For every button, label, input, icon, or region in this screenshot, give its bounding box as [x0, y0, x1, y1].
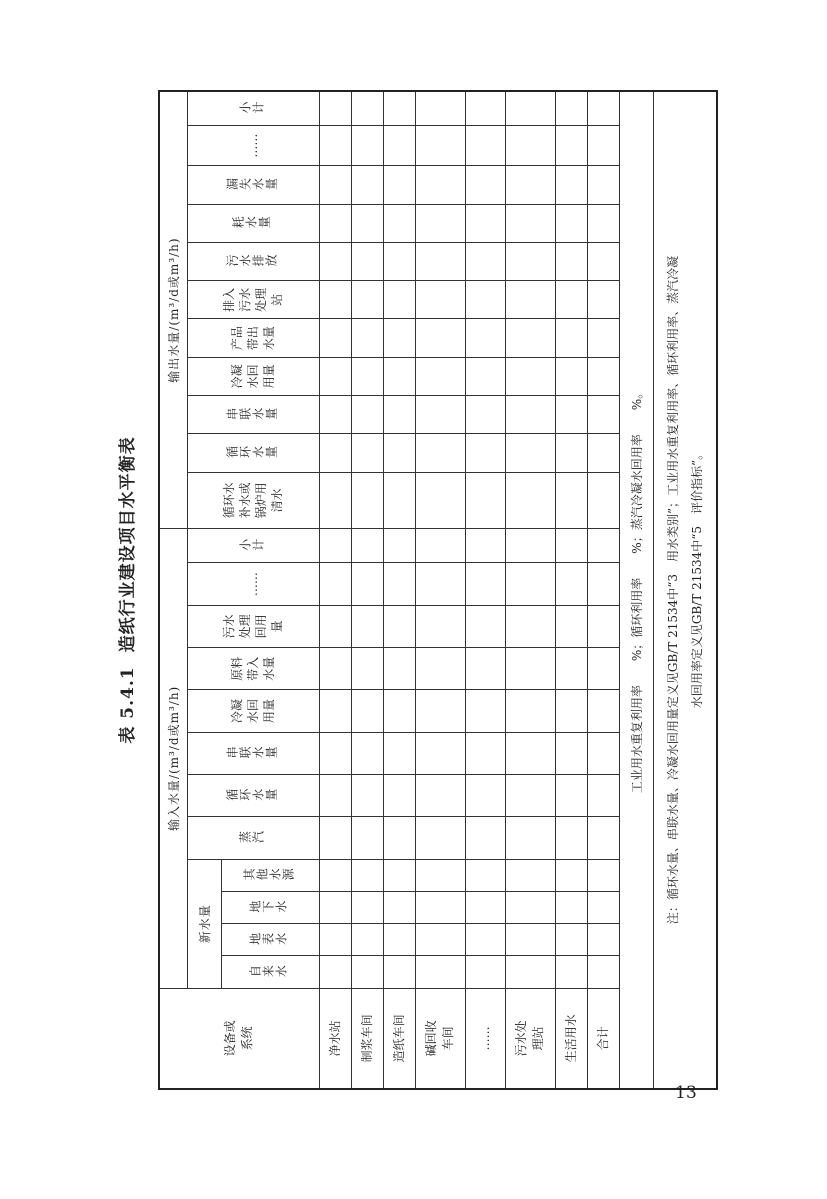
empty-cell	[383, 281, 415, 319]
output-col-header: 小计	[187, 91, 319, 125]
output-col-header: 污水排放	[187, 242, 319, 280]
empty-cell	[505, 281, 555, 319]
note-line: 水回用率定义见GB/T 21534中“5 评价指标”。	[689, 447, 704, 709]
empty-cell	[415, 817, 465, 859]
empty-cell	[505, 434, 555, 472]
row-label: 造纸车间	[383, 988, 415, 1089]
empty-cell	[351, 775, 383, 817]
empty-cell	[505, 605, 555, 647]
water-balance-table	[158, 90, 718, 1090]
empty-cell	[465, 357, 505, 395]
empty-cell	[505, 817, 555, 859]
empty-cell	[555, 434, 587, 472]
empty-cell	[505, 319, 555, 357]
empty-cell	[505, 166, 555, 204]
empty-cell	[383, 434, 415, 472]
empty-cell	[555, 775, 587, 817]
note-row	[653, 91, 717, 1089]
empty-cell	[351, 817, 383, 859]
table-row	[555, 91, 587, 1089]
empty-cell	[415, 732, 465, 774]
empty-cell	[505, 242, 555, 280]
empty-cell	[465, 605, 505, 647]
empty-cell	[351, 648, 383, 690]
empty-cell	[465, 732, 505, 774]
empty-cell	[555, 357, 587, 395]
row-label: 净水站	[319, 988, 351, 1089]
empty-cell	[415, 204, 465, 242]
empty-cell	[383, 396, 415, 434]
empty-cell	[505, 775, 555, 817]
table-note	[653, 91, 717, 1089]
empty-cell	[351, 242, 383, 280]
empty-cell	[555, 817, 587, 859]
empty-cell	[465, 690, 505, 732]
row-label: 污水处 理站	[505, 988, 555, 1089]
empty-cell	[319, 817, 351, 859]
input-water-header: 输入水量/(m³/d或m³/h)	[159, 529, 187, 989]
empty-cell	[555, 281, 587, 319]
empty-cell	[415, 563, 465, 605]
empty-cell	[351, 91, 383, 125]
empty-cell	[465, 396, 505, 434]
empty-cell	[587, 357, 619, 395]
empty-cell	[587, 775, 619, 817]
output-col-header: 循环水量	[187, 434, 319, 472]
table-row	[587, 91, 619, 1089]
empty-cell	[555, 396, 587, 434]
rotated-page-content	[110, 90, 730, 1090]
row-label: 合计	[587, 988, 619, 1089]
fresh-col-header: 其他水源	[221, 859, 319, 891]
empty-cell	[465, 956, 505, 988]
empty-cell	[555, 472, 587, 528]
empty-cell	[319, 648, 351, 690]
empty-cell	[587, 472, 619, 528]
empty-cell	[465, 563, 505, 605]
empty-cell	[383, 891, 415, 923]
empty-cell	[465, 166, 505, 204]
empty-cell	[415, 319, 465, 357]
output-col-header: 循环水 补水或 锅炉用 清水	[187, 472, 319, 528]
table-caption	[110, 90, 146, 1090]
empty-cell	[351, 529, 383, 563]
empty-cell	[415, 648, 465, 690]
empty-cell	[587, 125, 619, 165]
empty-cell	[587, 281, 619, 319]
empty-cell	[319, 732, 351, 774]
empty-cell	[383, 242, 415, 280]
empty-cell	[555, 204, 587, 242]
empty-cell	[505, 357, 555, 395]
empty-cell	[555, 166, 587, 204]
empty-cell	[465, 125, 505, 165]
empty-cell	[383, 924, 415, 956]
empty-cell	[505, 956, 555, 988]
output-col-header: ……	[187, 125, 319, 165]
empty-cell	[351, 732, 383, 774]
empty-cell	[351, 434, 383, 472]
empty-cell	[383, 648, 415, 690]
empty-cell	[351, 859, 383, 891]
empty-cell	[351, 357, 383, 395]
empty-cell	[587, 242, 619, 280]
empty-cell	[505, 472, 555, 528]
table-row	[319, 91, 351, 1089]
empty-cell	[555, 859, 587, 891]
empty-cell	[415, 859, 465, 891]
summary-text: 工业用水重复利用率 %；循环利用率 %；蒸汽冷凝水回用率 %。	[619, 91, 653, 1089]
empty-cell	[587, 891, 619, 923]
table-row	[383, 91, 415, 1089]
output-water-header: 输出水量/(m³/d或m³/h)	[159, 91, 187, 529]
empty-cell	[351, 891, 383, 923]
empty-cell	[383, 775, 415, 817]
empty-cell	[465, 91, 505, 125]
fresh-col-header: 自来水	[221, 956, 319, 988]
empty-cell	[415, 91, 465, 125]
empty-cell	[587, 434, 619, 472]
empty-cell	[415, 357, 465, 395]
empty-cell	[555, 732, 587, 774]
empty-cell	[415, 529, 465, 563]
row-label: ……	[465, 988, 505, 1089]
empty-cell	[465, 859, 505, 891]
table-number: 表 5.4.1	[118, 666, 138, 744]
empty-cell	[415, 775, 465, 817]
input-col-header: 冷凝 水回 用量	[187, 690, 319, 732]
empty-cell	[383, 732, 415, 774]
empty-cell	[505, 690, 555, 732]
input-col-header: 串联水量	[187, 732, 319, 774]
input-col-header: ……	[187, 563, 319, 605]
empty-cell	[383, 125, 415, 165]
note-line: 注：循环水量、串联水量、冷凝水回用量定义见GB/T 21534中“3 用水类别”；工业用水重复利用率、循环利用率、蒸汽冷凝	[665, 255, 680, 925]
input-col-header: 原料 带入 水量	[187, 648, 319, 690]
empty-cell	[415, 956, 465, 988]
table-title: 造纸行业建设项目水平衡表	[118, 436, 138, 653]
empty-cell	[587, 859, 619, 891]
empty-cell	[555, 242, 587, 280]
empty-cell	[587, 563, 619, 605]
input-col-header: 小计	[187, 529, 319, 563]
empty-cell	[383, 91, 415, 125]
empty-cell	[465, 242, 505, 280]
empty-cell	[351, 319, 383, 357]
output-col-header: 耗水量	[187, 204, 319, 242]
empty-cell	[465, 204, 505, 242]
row-label: 制浆车间	[351, 988, 383, 1089]
table-row	[351, 91, 383, 1089]
empty-cell	[555, 605, 587, 647]
empty-cell	[319, 319, 351, 357]
empty-cell	[383, 956, 415, 988]
empty-cell	[319, 357, 351, 395]
empty-cell	[319, 891, 351, 923]
empty-cell	[383, 472, 415, 528]
empty-cell	[465, 434, 505, 472]
empty-cell	[383, 357, 415, 395]
summary-row	[619, 91, 653, 1089]
output-col-header: 排入 污水 处理 站	[187, 281, 319, 319]
empty-cell	[465, 281, 505, 319]
empty-cell	[505, 396, 555, 434]
empty-cell	[383, 319, 415, 357]
empty-cell	[555, 690, 587, 732]
empty-cell	[383, 529, 415, 563]
output-col-header: 串联水量	[187, 396, 319, 434]
empty-cell	[415, 924, 465, 956]
empty-cell	[319, 775, 351, 817]
empty-cell	[587, 690, 619, 732]
fresh-col-header: 地下水	[221, 891, 319, 923]
empty-cell	[319, 859, 351, 891]
empty-cell	[383, 166, 415, 204]
empty-cell	[351, 690, 383, 732]
fresh-col-header: 地表水	[221, 924, 319, 956]
empty-cell	[505, 529, 555, 563]
empty-cell	[465, 472, 505, 528]
empty-cell	[319, 529, 351, 563]
empty-cell	[555, 891, 587, 923]
empty-cell	[465, 775, 505, 817]
empty-cell	[319, 166, 351, 204]
empty-cell	[465, 319, 505, 357]
empty-cell	[351, 605, 383, 647]
empty-cell	[555, 319, 587, 357]
empty-cell	[383, 563, 415, 605]
output-col-header: 漏失水量	[187, 166, 319, 204]
empty-cell	[351, 472, 383, 528]
empty-cell	[465, 817, 505, 859]
empty-cell	[351, 956, 383, 988]
table-row	[465, 91, 505, 1089]
empty-cell	[505, 924, 555, 956]
empty-cell	[319, 125, 351, 165]
output-col-header: 产品 带出 水量	[187, 319, 319, 357]
empty-cell	[415, 125, 465, 165]
empty-cell	[465, 924, 505, 956]
empty-cell	[465, 891, 505, 923]
empty-cell	[587, 648, 619, 690]
empty-cell	[587, 956, 619, 988]
empty-cell	[555, 125, 587, 165]
empty-cell	[351, 166, 383, 204]
empty-cell	[465, 648, 505, 690]
empty-cell	[505, 204, 555, 242]
empty-cell	[505, 91, 555, 125]
fresh-water-header: 新水量	[187, 859, 221, 988]
empty-cell	[319, 434, 351, 472]
empty-cell	[587, 166, 619, 204]
empty-cell	[383, 690, 415, 732]
empty-cell	[555, 91, 587, 125]
empty-cell	[351, 396, 383, 434]
empty-cell	[319, 605, 351, 647]
output-col-header: 冷凝 水回 用量	[187, 357, 319, 395]
empty-cell	[587, 396, 619, 434]
empty-cell	[383, 204, 415, 242]
empty-cell	[555, 529, 587, 563]
empty-cell	[505, 732, 555, 774]
table-row	[505, 91, 555, 1089]
empty-cell	[351, 125, 383, 165]
empty-cell	[587, 732, 619, 774]
input-col-header: 污水 处理 回用 量	[187, 605, 319, 647]
empty-cell	[415, 690, 465, 732]
empty-cell	[383, 817, 415, 859]
empty-cell	[555, 924, 587, 956]
row-label: 碱回收 车间	[415, 988, 465, 1089]
empty-cell	[555, 648, 587, 690]
empty-cell	[415, 396, 465, 434]
empty-cell	[587, 319, 619, 357]
empty-cell	[351, 281, 383, 319]
empty-cell	[587, 204, 619, 242]
empty-cell	[415, 891, 465, 923]
empty-cell	[415, 434, 465, 472]
empty-cell	[505, 125, 555, 165]
empty-cell	[555, 956, 587, 988]
empty-cell	[505, 859, 555, 891]
empty-cell	[319, 204, 351, 242]
empty-cell	[319, 924, 351, 956]
empty-cell	[415, 166, 465, 204]
empty-cell	[587, 817, 619, 859]
empty-cell	[587, 529, 619, 563]
empty-cell	[587, 605, 619, 647]
empty-cell	[587, 924, 619, 956]
row-label: 生活用水	[555, 988, 587, 1089]
empty-cell	[319, 242, 351, 280]
empty-cell	[505, 648, 555, 690]
input-col-header: 蒸汽	[187, 817, 319, 859]
empty-cell	[319, 281, 351, 319]
empty-cell	[383, 605, 415, 647]
empty-cell	[319, 396, 351, 434]
empty-cell	[505, 891, 555, 923]
empty-cell	[383, 859, 415, 891]
empty-cell	[319, 563, 351, 605]
empty-cell	[319, 690, 351, 732]
empty-cell	[351, 204, 383, 242]
empty-cell	[319, 91, 351, 125]
page-number: 13	[675, 1083, 697, 1103]
empty-cell	[415, 605, 465, 647]
corner-header: 设备或 系统	[159, 988, 319, 1089]
empty-cell	[505, 563, 555, 605]
empty-cell	[415, 281, 465, 319]
empty-cell	[465, 529, 505, 563]
empty-cell	[319, 472, 351, 528]
empty-cell	[415, 472, 465, 528]
empty-cell	[415, 242, 465, 280]
input-col-header: 循环水量	[187, 775, 319, 817]
empty-cell	[319, 956, 351, 988]
empty-cell	[587, 91, 619, 125]
empty-cell	[351, 924, 383, 956]
table-row	[415, 91, 465, 1089]
empty-cell	[351, 563, 383, 605]
empty-cell	[555, 563, 587, 605]
